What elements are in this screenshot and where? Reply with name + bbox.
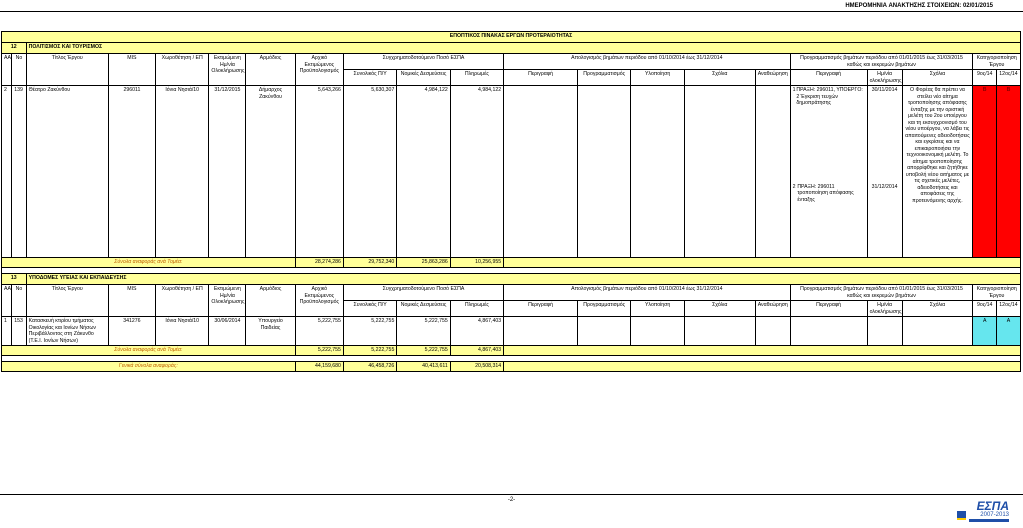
page-number: -2- bbox=[507, 497, 516, 503]
table-title-row bbox=[2, 32, 1021, 43]
section-name: ΠΟΛΙΤΙΣΜΟΣ ΚΑΙ ΤΟΥΡΙΣΜΟΣ bbox=[26, 43, 1020, 54]
espa-logo-text: ΕΣΠΑ bbox=[976, 499, 1009, 513]
col-plan-description: Περιγραφή bbox=[790, 70, 867, 86]
col-report-group: Απολογισμός βημάτων περιόδου από 01/10/2014 έως 31/12/2014 bbox=[504, 285, 790, 301]
grand-totals-total-py: 46,458,726 bbox=[343, 362, 396, 372]
section-totals-12 bbox=[2, 258, 1021, 268]
col-plan-group: Προγραμματισμός βημάτων περιόδου από 01/01/2015 έως 31/03/2015 καθώς και εκκρεμών βημάτων bbox=[790, 54, 973, 70]
col-total-py: Συνολικός Π/Υ bbox=[343, 301, 396, 317]
row-plan-description bbox=[790, 86, 867, 258]
col-implementation: Υλοποίηση bbox=[631, 70, 684, 86]
col-plan-comments: Σχόλια bbox=[902, 301, 973, 317]
section-header-13 bbox=[2, 274, 1021, 285]
row-plan-date bbox=[867, 86, 902, 258]
col-cofin-group: Συγχρηματοδοτούμενο Ποσό ΕΣΠΑ bbox=[343, 54, 503, 70]
section-totals-13 bbox=[2, 346, 1021, 356]
plan-step-1: 1 ΠΡΑΞΗ: 296011, ΥΠΟΕΡΓΟ: 2 Έγκριση τευχών δημοπράτησης bbox=[792, 87, 863, 106]
col-legal: Νομικές Δεσμεύσεις bbox=[397, 70, 450, 86]
col-mis: MIS bbox=[108, 54, 155, 86]
col-budget: Αρχικό Εκτιμώμενος Προϋπολογισμός bbox=[295, 54, 343, 86]
col-cat-1: 9ος/14 bbox=[973, 301, 997, 317]
col-deviation: Αναθεώρηση bbox=[755, 301, 790, 317]
col-plan-description: Περιγραφή bbox=[790, 301, 867, 317]
row-aa: 2 bbox=[2, 86, 12, 258]
row-completion: 30/06/2014 bbox=[209, 317, 246, 346]
col-completion: Εκτιμώμενη Ημ/νία Ολοκλήρωσης bbox=[209, 285, 246, 317]
col-plan-comments: Σχόλια bbox=[902, 70, 973, 86]
grand-totals-label: Γενικά σύνολα αναφοράς: bbox=[2, 362, 296, 372]
table-row bbox=[2, 86, 1021, 258]
col-plan-date: Ημ/νία ολοκλήρωσης bbox=[867, 70, 902, 86]
grand-totals-budget: 44,159,680 bbox=[295, 362, 343, 372]
col-planned: Προγραμματισμός bbox=[578, 301, 631, 317]
col-title: Τίτλος Έργου bbox=[26, 285, 108, 317]
row-description bbox=[504, 317, 578, 346]
row-location: Ιόνια Νησιά/10 bbox=[156, 86, 209, 258]
eu-flag-icon bbox=[957, 511, 966, 518]
col-no: Νο bbox=[12, 54, 26, 86]
plan-step-2-desc: ΠΡΑΞΗ: 296011 τροποποίηση απόφασης ένταξης bbox=[797, 183, 854, 203]
col-category: Κατηγοριοποίηση Έργου bbox=[973, 285, 1021, 301]
grand-totals-payments: 20,508,314 bbox=[450, 362, 503, 372]
row-budget: 5,643,266 bbox=[295, 86, 343, 258]
totals-budget: 28,274,286 bbox=[295, 258, 343, 268]
plan-step-2: 2 ΠΡΑΞΗ: 296011 τροποποίηση απόφασης ένταξης bbox=[791, 183, 867, 205]
col-cat-2: 12ος/14 bbox=[996, 301, 1020, 317]
header-rule bbox=[0, 11, 1023, 12]
col-payments: Πληρωμές bbox=[450, 301, 503, 317]
column-header-row bbox=[2, 54, 1021, 70]
col-mis: MIS bbox=[108, 285, 155, 317]
totals-label: Σύνολα αναφοράς ανά Τομέα: bbox=[2, 346, 296, 356]
section-code: 13 bbox=[2, 274, 27, 285]
category-badge-9: Α bbox=[973, 317, 997, 346]
table-row bbox=[2, 317, 1021, 346]
row-plan-comments bbox=[902, 317, 973, 346]
totals-total-py: 29,752,340 bbox=[343, 258, 396, 268]
col-planned: Προγραμματισμός bbox=[578, 70, 631, 86]
col-description: Περιγραφή bbox=[504, 301, 578, 317]
category-badge-12: Α bbox=[996, 317, 1020, 346]
row-mis: 296011 bbox=[108, 86, 155, 258]
col-plan-group: Προγραμματισμός βημάτων περιόδου από 01/01/2015 έως 31/03/2015 καθώς και εκκρεμών βημάτων bbox=[790, 285, 973, 301]
totals-legal: 5,222,755 bbox=[397, 346, 450, 356]
col-total-py: Συνολικός Π/Υ bbox=[343, 70, 396, 86]
row-agency: Δήμαρχος Ζακύνθου bbox=[246, 86, 295, 258]
col-location: Χωροθέτηση / ΕΠ bbox=[156, 54, 209, 86]
col-cat-2: 12ος/14 bbox=[996, 70, 1020, 86]
row-aa: 1 bbox=[2, 317, 12, 346]
retrieval-date bbox=[845, 3, 993, 9]
footer-rule bbox=[0, 494, 1023, 495]
col-location: Χωροθέτηση / ΕΠ bbox=[156, 285, 209, 317]
col-plan-date: Ημ/νία ολοκλήρωσης bbox=[867, 301, 902, 317]
category-badge-9: Β bbox=[973, 86, 997, 258]
col-aa: ΑΑ bbox=[2, 54, 12, 86]
row-mis: 341276 bbox=[108, 317, 155, 346]
column-header-row bbox=[2, 285, 1021, 301]
row-payments: 4,984,122 bbox=[450, 86, 503, 258]
totals-legal: 25,863,286 bbox=[397, 258, 450, 268]
retrieval-date-label: ΗΜΕΡΟΜΗΝΙΑ ΑΝΑΚΤΗΣΗΣ ΣΤΟΙΧΕΙΩΝ: bbox=[845, 3, 962, 9]
row-deviation bbox=[755, 317, 790, 346]
row-plan-comments: Ο Φορέας θα πρέπει να στείλει νέο αίτημα τροποποίησης απόφασης ένταξης με την οριστική μελέτη του 2ου υποέργου και τη εκσυγχρονισμό του νέου υποέργου, να λάβει τις απαιτούμενες αδειοδοτήσεις και εγκρίσεις και να επικαιροποιήσει την τεχνοοικονομική μελέτη. Το αίτημα τροποποίησης απορρίφθηκε και ζητήθηκε υποβολή νέου αιτήματος με τις σχετικές μελέτες, αδειοδοτήσεις και αποφάσεις της προτεινόμενης αρχής. bbox=[902, 86, 973, 258]
col-report-group: Απολογισμός βημάτων περιόδου από 01/10/2014 έως 31/12/2014 bbox=[504, 54, 790, 70]
row-total-py: 5,222,755 bbox=[343, 317, 396, 346]
grand-totals-legal: 40,413,611 bbox=[397, 362, 450, 372]
row-agency: Υπουργείο Παιδείας bbox=[246, 317, 295, 346]
totals-total-py: 5,222,755 bbox=[343, 346, 396, 356]
row-budget: 5,222,755 bbox=[295, 317, 343, 346]
row-location: Ιόνια Νησιά/10 bbox=[156, 317, 209, 346]
col-budget: Αρχικό Εκτιμώμενος Προϋπολογισμός bbox=[295, 285, 343, 317]
row-plan-date bbox=[867, 317, 902, 346]
totals-budget: 5,222,755 bbox=[295, 346, 343, 356]
col-legal: Νομικές Δεσμεύσεις bbox=[397, 301, 450, 317]
plan-step-1-desc: ΠΡΑΞΗ: 296011, ΥΠΟΕΡΓΟ: 2 Έγκριση τευχών δημοπράτησης bbox=[796, 87, 863, 106]
espa-logo-years: 2007-2013 bbox=[980, 512, 1009, 518]
col-comments: Σχόλια bbox=[684, 301, 755, 317]
col-category: Κατηγοριοποίηση Έργου bbox=[973, 54, 1021, 70]
row-no: 153 bbox=[12, 317, 26, 346]
row-completion: 31/12/2015 bbox=[209, 86, 246, 258]
row-payments: 4,867,403 bbox=[450, 317, 503, 346]
plan-step-2-date: 31/12/2014 bbox=[871, 183, 898, 190]
row-comments bbox=[684, 317, 755, 346]
row-legal: 4,984,122 bbox=[397, 86, 450, 258]
row-implementation bbox=[631, 86, 684, 258]
plan-step-1-date: 30/11/2014 bbox=[871, 87, 898, 93]
col-aa: ΑΑ bbox=[2, 285, 12, 317]
priority-projects-table bbox=[1, 31, 1021, 372]
row-legal: 5,222,755 bbox=[397, 317, 450, 346]
row-implementation bbox=[631, 317, 684, 346]
table-title: ΕΠΟΠΤΙΚΟΣ ΠΙΝΑΚΑΣ ΕΡΓΩΝ ΠΡΟΤΕΡΑΙΟΤΗΤΑΣ bbox=[2, 32, 1021, 43]
category-badge-12: Β bbox=[996, 86, 1020, 258]
row-description bbox=[504, 86, 578, 258]
row-no: 139 bbox=[12, 86, 26, 258]
totals-payments: 10,256,955 bbox=[450, 258, 503, 268]
row-total-py: 5,630,307 bbox=[343, 86, 396, 258]
section-header-12 bbox=[2, 43, 1021, 54]
col-completion: Εκτιμώμενη Ημ/νία Ολοκλήρωσης bbox=[209, 54, 246, 86]
section-code: 12 bbox=[2, 43, 27, 54]
col-agency: Αρμόδιος bbox=[246, 285, 295, 317]
col-deviation: Αναθεώρηση bbox=[755, 70, 790, 86]
row-title: Κατασκευή κτιρίου τμήματος Οικολογίας και Ιονίων Νήσων Περιβάλλοντος στη Ζάκυνθο (Τ.Ε.Ι. Ιονίων Νήσων) bbox=[26, 317, 108, 346]
section-name: ΥΠΟΔΟΜΕΣ ΥΓΕΙΑΣ ΚΑΙ ΕΚΠΑΙΔΕΥΣΗΣ bbox=[26, 274, 1020, 285]
col-comments: Σχόλια bbox=[684, 70, 755, 86]
col-title: Τίτλος Έργου bbox=[26, 54, 108, 86]
col-agency: Αρμόδιος bbox=[246, 54, 295, 86]
col-cat-1: 9ος/14 bbox=[973, 70, 997, 86]
espa-logo bbox=[969, 499, 1009, 525]
col-cofin-group: Συγχρηματοδοτούμενο Ποσό ΕΣΠΑ bbox=[343, 285, 503, 301]
row-plan-description bbox=[790, 317, 867, 346]
row-title: Θέατρο Ζακύνθου bbox=[26, 86, 108, 258]
col-payments: Πληρωμές bbox=[450, 70, 503, 86]
row-planned bbox=[578, 317, 631, 346]
totals-label: Σύνολα αναφοράς ανά Τομέα: bbox=[2, 258, 296, 268]
row-comments bbox=[684, 86, 755, 258]
col-description: Περιγραφή bbox=[504, 70, 578, 86]
col-no: Νο bbox=[12, 285, 26, 317]
retrieval-date-value: 02/01/2015 bbox=[962, 3, 993, 9]
row-planned bbox=[578, 86, 631, 258]
row-deviation bbox=[755, 86, 790, 258]
totals-payments: 4,867,403 bbox=[450, 346, 503, 356]
grand-totals bbox=[2, 362, 1021, 372]
col-implementation: Υλοποίηση bbox=[631, 301, 684, 317]
